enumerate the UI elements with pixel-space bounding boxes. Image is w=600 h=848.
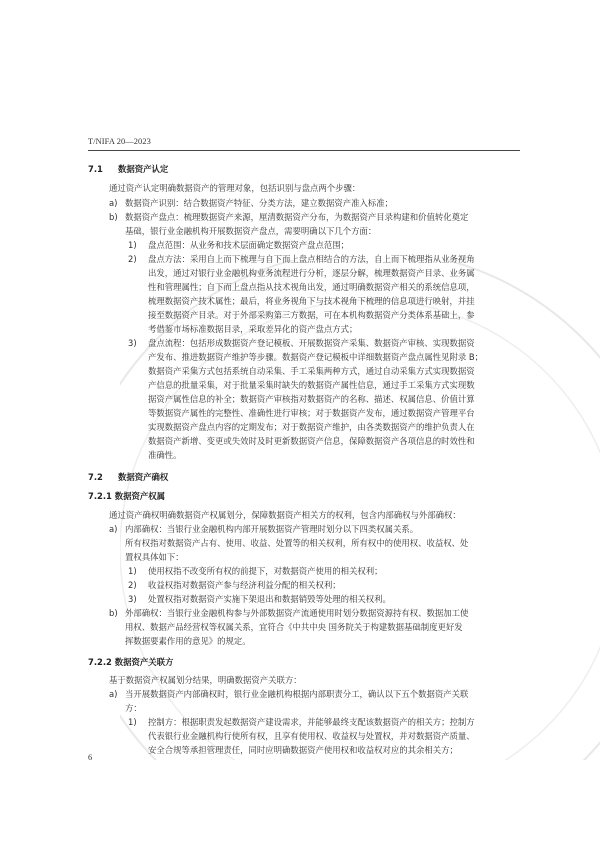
list-label: a) bbox=[109, 524, 118, 534]
sublist-item-text: 据资产属性信息的补全；数据资产审核指对数据资产的名称、描述、权属信息、价值计算 bbox=[148, 394, 475, 404]
sublist-item-text: 代表银行业金融机构行使所有权，且享有使用权、收益权与处置权，并对数据资产质量、 bbox=[148, 731, 475, 741]
sublist-item-text: 数据资产新增、变更或失效时及时更新数据资产信息，保障数据资产各项信息的时效性和 bbox=[148, 436, 475, 446]
paragraph: 通过资产确权明确数据资产权属划分，保障数据资产相关方的权利，包含内部确权与外部确权： bbox=[109, 510, 461, 520]
sublist-item-text: 实现数据资产盘点内容的定期发布；对于数据资产维护，由各类数据资产的维护负责人在 bbox=[148, 422, 475, 432]
list-item-text: 用权、数据产品经营权等权属关系，宜符合《中共中央 国务院关于构建数据基础制度更好发 bbox=[125, 622, 463, 632]
list-label: b) bbox=[109, 212, 118, 222]
list-label: b) bbox=[109, 608, 118, 618]
section-heading-7-1 bbox=[88, 164, 168, 175]
document-code: T/NIFA 20—2023 bbox=[88, 137, 151, 146]
sublist-item-text: 考借鉴市场标准数据目录，采取差异化的资产盘点方式； bbox=[148, 324, 358, 334]
section-number: 7.2.1 bbox=[88, 491, 112, 501]
sublist-item-text: 安全合规等承担管理责任，同时应明确数据资产使用权和收益权对应的其余相关方； bbox=[148, 745, 458, 755]
list-item-text: 外部确权：当银行业金融机构参与外部数据资产流通使用时划分数据资源持有权、数据加工使 bbox=[125, 608, 469, 618]
section-title: 数据资产权属 bbox=[114, 491, 166, 501]
section-title: 数据资产确权 bbox=[118, 472, 169, 482]
sublist-item-text: 等数据资产属性的完整性、准确性进行审核；对于数据资产发布，通过数据资产管理平台 bbox=[148, 408, 475, 418]
sublist-item-text: 盘点范围：从业务和技术层面确定数据资产盘点范围； bbox=[148, 240, 349, 250]
sublist-item-text: 准确性。 bbox=[148, 450, 182, 460]
sublist-label: 2) bbox=[128, 254, 137, 264]
sublist-item-text: 性和管理属性；自下而上盘点指从技术视角出发，通过明确数据资产相关的系统信息项， bbox=[148, 282, 475, 292]
sublist-item-text: 梳理数据资产技术属性；最后，将业务视角下与技术视角下梳理的信息项进行映射，并挂 bbox=[148, 296, 475, 306]
list-item-text: 当开展数据资产内部确权时，银行业金融机构根据内部职责分工，确认以下五个数据资产关联 bbox=[125, 689, 469, 699]
section-title: 数据资产认定 bbox=[118, 164, 169, 174]
list-item-text: 挥数据要素作用的意见》的规定。 bbox=[125, 636, 251, 646]
sublist-item-text: 处置权指对数据资产实施下架退出和数据销毁等处理的相关权利。 bbox=[148, 594, 391, 604]
list-item-text: 置权具体如下： bbox=[125, 552, 184, 562]
list-label: a) bbox=[109, 198, 118, 208]
sublist-item-text: 使用权指不改变所有权的前提下，对数据资产使用的相关权利； bbox=[148, 566, 383, 576]
sublist-item-text: 产发布、推进数据资产维护等步骤。数据资产登记模板中详细数据资产盘点属性见附录 B； bbox=[148, 352, 484, 362]
section-title: 数据资产关联方 bbox=[114, 657, 174, 667]
sublist-label: 3) bbox=[128, 338, 137, 348]
sublist-item-text: 盘点方法：采用自上而下梳理与自下而上盘点相结合的方法，自上而下梳理指从业务视角 bbox=[148, 254, 475, 264]
list-item-text: 内部确权：当银行业金融机构内部开展数据资产管理时划分以下四类权属关系。 bbox=[125, 524, 419, 534]
paragraph: 基于数据资产权属划分结果，明确数据资产关联方： bbox=[109, 675, 302, 685]
sublist-item-text: 盘点流程：包括形成数据资产登记模板、开展数据资产采集、数据资产审核、实现数据资 bbox=[148, 338, 475, 348]
sublist-item-text: 收益权指对数据资产参与经济利益分配的相关权利； bbox=[148, 580, 341, 590]
sublist-label: 1) bbox=[128, 240, 137, 250]
page-number: 6 bbox=[88, 753, 93, 762]
sublist-label: 3) bbox=[128, 594, 137, 604]
sublist-item-text: 出发，通过对银行业金融机构业务流程进行分析，逐层分解，梳理数据资产目录、业务属 bbox=[148, 268, 475, 278]
section-number: 7.2 bbox=[88, 472, 103, 482]
paragraph: 通过资产认定明确数据资产的管理对象，包括识别与盘点两个步骤： bbox=[109, 183, 361, 193]
list-label: a) bbox=[109, 689, 118, 699]
list-item-text: 所有权指对数据资产占有、使用、收益、处置等的相关权利，所有权中的使用权、收益权、处 bbox=[125, 538, 469, 548]
section-heading-7-2 bbox=[88, 472, 168, 483]
sublist-label: 2) bbox=[128, 580, 137, 590]
list-item-text: 方： bbox=[125, 703, 142, 713]
section-number: 7.2.2 bbox=[88, 657, 112, 667]
list-item-text: 数据资产识别：结合数据资产特征、分类方法，建立数据资产准入标准； bbox=[125, 198, 393, 208]
list-item-text: 基础，银行业金融机构开展数据资产盘点，需要明确以下几个方面： bbox=[125, 226, 377, 236]
sublist-item-text: 数据资产采集方式包括系统自动采集、手工采集两种方式，通过自动采集方式实现数据资 bbox=[148, 366, 475, 376]
sublist-item-text: 接至数据资产目录。对于外部采购第三方数据，可在本机构数据资产分类体系基础上，参 bbox=[148, 310, 475, 320]
header-divider bbox=[88, 150, 520, 151]
sublist-item-text: 控制方：根据职责发起数据资产建设需求，并能够最终支配该数据资产的相关方；控制方 bbox=[148, 717, 475, 727]
sublist-label: 1) bbox=[128, 717, 137, 727]
section-heading-7-2-1 bbox=[88, 491, 165, 502]
section-heading-7-2-2 bbox=[88, 657, 173, 668]
list-item-text: 数据资产盘点：梳理数据资产来源，厘清数据资产分布，为数据资产目录构建和价值转化奠定 bbox=[125, 212, 469, 222]
sublist-label: 1) bbox=[128, 566, 137, 576]
section-number: 7.1 bbox=[88, 164, 103, 174]
sublist-item-text: 产信息的批量采集，对于批量采集时缺失的数据资产属性信息，通过手工采集方式实现数 bbox=[148, 380, 475, 390]
